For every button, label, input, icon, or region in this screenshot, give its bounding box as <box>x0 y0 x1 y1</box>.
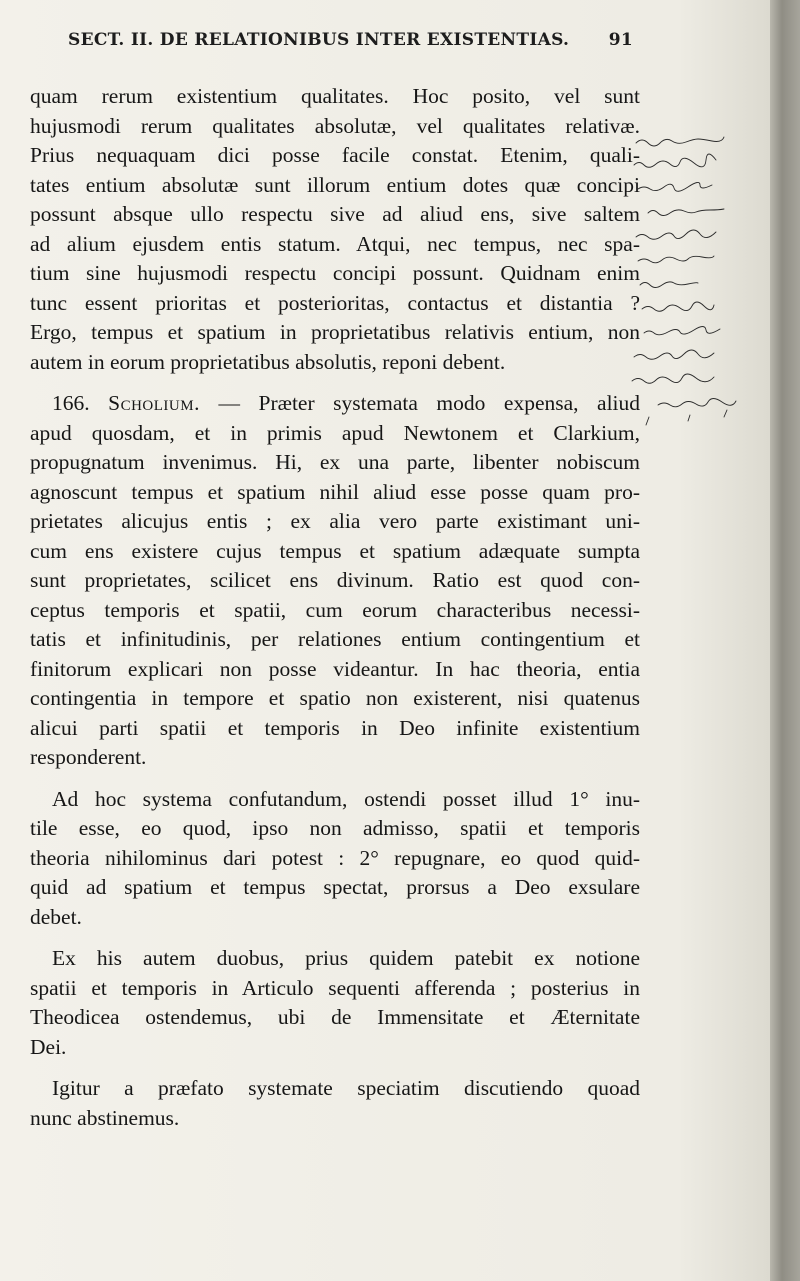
section-number: 166. <box>52 391 90 415</box>
page-number: 91 <box>608 30 633 50</box>
text-line: tates entium absolutæ sunt illorum entium dotes quæ concipi <box>30 172 640 197</box>
text-line: hujusmodi rerum qualitates absolutæ, vel qualitates relativæ. <box>30 113 640 138</box>
text-line: Dei. <box>30 1034 67 1059</box>
text-line: autem in eorum proprietatibus absolutis, reponi debent. <box>30 349 506 374</box>
paragraph-1 <box>30 82 640 377</box>
scholium-first-line <box>30 389 640 419</box>
text-line: Ergo, tempus et spatium in proprietatibus relativis entium, non <box>30 320 640 344</box>
paragraph-4 <box>30 944 640 1062</box>
text-line: cum ens existere cujus tempus et spatium adæquate sumpta <box>30 538 640 563</box>
running-header <box>68 30 633 50</box>
text-line: sunt proprietates, scilicet ens divinum. Ratio est quod con- <box>30 568 640 592</box>
paragraph-5 <box>30 1074 640 1133</box>
text-line: apud quosdam, et in primis apud Newtonem et Clarkium, <box>30 420 640 445</box>
book-spine <box>770 0 800 1281</box>
text-line: Prius nequaquam dici posse facile constat. Etenim, quali- <box>30 143 640 167</box>
text-line: nunc abstinemus. <box>30 1105 180 1130</box>
paragraph-3 <box>30 785 640 933</box>
text-line: spatii et temporis in Articulo sequenti afferenda ; posterius in <box>30 975 640 1000</box>
text-line: quid ad spatium et tempus spectat, prorsus a Deo exsulare <box>30 875 640 899</box>
text-line: propugnatum invenimus. Hi, ex una parte, libenter nobiscum <box>30 450 640 474</box>
header-title: SECT. II. DE RELATIONIBUS INTER EXISTENTIAS. <box>68 30 570 50</box>
text-line: contingentia in tempore et spatio non existerent, nisi quatenus <box>30 686 640 710</box>
text-line: quam rerum existentium qualitates. Hoc posito, vel sunt <box>30 84 640 108</box>
text-line: alicui parti spatii et temporis in Deo infinite existentium <box>30 715 640 740</box>
text-line: debet. <box>30 904 82 929</box>
text-line: tium sine hujusmodi respectu concipi possunt. Quidnam enim <box>30 261 640 285</box>
main-text <box>30 82 640 1133</box>
text-line: theoria nihilominus dari potest : 2° repugnare, eo quod quid- <box>30 845 640 870</box>
text-line: prietates alicujus entis ; ex alia vero parte existimant uni- <box>30 509 640 533</box>
scholium-heading: Scholium. <box>108 391 200 415</box>
paragraph-scholium <box>30 389 640 773</box>
handwritten-margin-notes <box>628 125 770 445</box>
text-line: tile esse, eo quod, ipso non admisso, spatii et temporis <box>30 816 640 840</box>
text-line: Igitur a præfato systemate speciatim discutiendo quoad <box>52 1076 640 1100</box>
text-line: Ad hoc systema confutandum, ostendi posset illud 1° inu- <box>52 786 640 811</box>
text-line: — Præter systemata modo expensa, aliud <box>218 391 641 415</box>
text-line: responderent. <box>30 745 147 769</box>
text-line: tatis et infinitudinis, per relationes entium contingentium et <box>30 627 640 651</box>
text-line: finitorum explicari non posse videantur. In hac theoria, entia <box>30 656 640 681</box>
text-line: ceptus temporis et spatii, cum eorum characteribus necessi- <box>30 597 640 622</box>
text-line: Theodicea ostendemus, ubi de Immensitate et Æternitate <box>30 1005 640 1029</box>
text-line: possunt absque ullo respectu sive ad aliud ens, sive saltem <box>30 202 640 226</box>
text-line: ad alium ejusdem entis statum. Atqui, nec tempus, nec spa- <box>30 231 640 256</box>
text-line: Ex his autem duobus, prius quidem patebit ex notione <box>52 946 640 970</box>
text-line: agnoscunt tempus et spatium nihil aliud esse posse quam pro- <box>30 479 640 504</box>
text-line: tunc essent prioritas et posterioritas, contactus et distantia ? <box>30 290 640 315</box>
